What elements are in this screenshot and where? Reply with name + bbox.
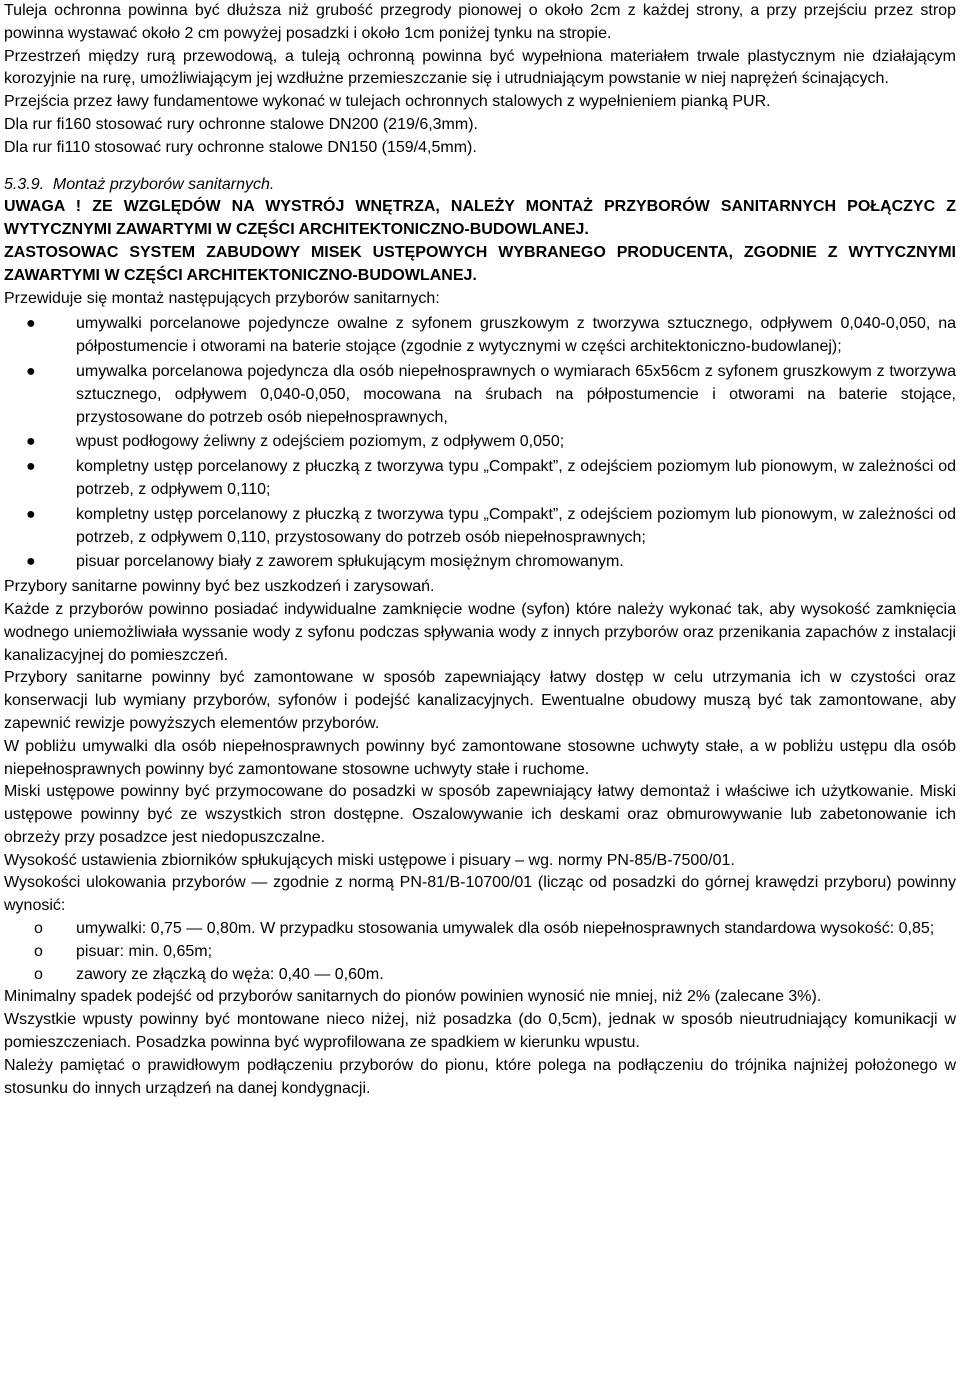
bullet-icon: ● [26,458,36,476]
list-item: ● umywalka porcelanowa pojedyncza dla osób niepełnosprawnych o wymiarach 65x56cm z syfonem gruszkowym z tworzywa sztucznego, odpływem 0,040-0,050, mocowana na śrubach na półpostumencie i otworami na baterie stojące, przystosowane do potrzeb osób niepełnosprawnych, [26,362,956,426]
paragraph-siphon: Każde z przyborów powinno posiadać indywidualne zamknięcie wodne (syfon) które należy wykonać tak, aby wysokość zamknięcia wodnego uniemożliwiała wyssanie wody z syfonu podczas spływania wody z innych przyborów oraz przenikania zapachów z instalacji kanalizacyjnej do pomieszczeń. [4,600,956,664]
circle-bullet-icon: o [34,942,43,960]
section-title: Montaż przyborów sanitarnych. [52,175,275,193]
list-item: ● kompletny ustęp porcelanowy z płuczką z tworzywa typu „Compakt”, z odejściem poziomym lub pionowym, w zależności od potrzeb, z odpływem 0,110; [26,458,956,498]
section-heading [4,174,956,197]
paragraph-no-damage: Przybory sanitarne powinny być bez uszkodzeń i zarysowań. [4,578,435,596]
list-item: ● pisuar porcelanowy biały z zaworem spłukującym mosiężnym chromowanym. [4,551,956,574]
paragraph-dn150: Dla rur fi110 stosować rury ochronne stalowe DN150 (159/4,5mm). [4,138,477,156]
circle-bullet-icon: o [34,920,43,938]
paragraph-sleeve-length: Tuleja ochronna powinna być dłuższa niż grubość przegrody pionowej o około 2cm z każdej strony, a przy przejściu przez strop powinna wystawać około 2 cm powyżej posadzki i około 1cm poniżej tynku na stropie. [4,2,956,42]
list-item: ● wpust podłogowy żeliwny z odejściem poziomym, z odpływem 0,050; [4,431,956,454]
paragraph-dn200: Dla rur fi160 stosować rury ochronne stalowe DN200 (219/6,3mm). [4,115,478,133]
warning-toilet-system: ZASTOSOWAC SYSTEM ZABUDOWY MISEK USTĘPOWYCH WYBRANEGO PRODUCENTA, ZGODNIE Z WYTYCZNYMI ZAWARTYMI W CZĘŚCI ARCHITEKTONICZNO-BUDOWLANEJ. [4,243,956,284]
paragraph-foundation-crossings: Przejścia przez ławy fundamentowe wykonać w tulejach ochronnych stalowych z wypełnieniem pianką PUR. [4,93,771,111]
paragraph-access: Przybory sanitarne powinny być zamontowane w sposób zapewniający łatwy dostęp w celu utrzymania ich w czystości oraz konserwacji lub wymiany przyborów, syfonów i podejść kanalizacyjnych. Ewentualne obudowy muszą być tak zamontowane, aby zapewnić rewizje powyższych elementów przyborów. [4,669,956,732]
warning-architecture: UWAGA ! ZE WZGLĘDÓW NA WYSTRÓJ WNĘTRZA, NALEŻY MONTAŻ PRZYBORÓW SANITARNYCH POŁĄCZYC Z WYTYCZNYMI ZAWARTYMI W CZĘŚCI ARCHITEKTONICZNO-BUDOWLANEJ. [4,198,956,239]
paragraph-riser-connection: Należy pamiętać o prawidłowym podłączeniu przyborów do pionu, które polega na podłączeniu do trójnika najniżej położonego w stosunku do innych urządzeń na danej kondygnacji. [4,1056,956,1097]
fixtures-intro: Przewiduje się montaż następujących przyborów sanitarnych: [4,289,440,307]
heights-list [4,918,956,986]
bullet-icon: ● [26,362,36,380]
paragraph-fixture-heights: Wysokości ulokowania przyborów — zgodnie z normą PN-81/B-10700/01 (licząc od posadzki do górnej krawędzi przyboru) powinny wynosić: [4,874,956,915]
paragraph-sleeve-filling: Przestrzeń między rurą przewodową, a tuleją ochronną powinna być wypełniona materiałem trwale plastycznym nie działającym korozyjnie na rurę, umożliwiającym jej wzdłużne przemieszczanie się i utrudniającym powstanie w niej naprężeń ścinających. [4,47,956,88]
list-item: ● kompletny ustęp porcelanowy z płuczką z tworzywa typu „Compakt”, z odejściem poziomym lub pionowym, w zależności od potrzeb, z odpływem 0,110, przystosowany do potrzeb osób niepełnosprawnych; [26,505,956,546]
paragraph-floor-drains: Wszystkie wpusty powinny być montowane nieco niżej, niż posadzka (do 0,5cm), jednak w sposób nieutrudniający komunikacji w pomieszczeniach. Posadzka powinna być wyprofilowana ze spadkiem w kierunku wpustu. [4,1011,956,1052]
list-item: o pisuar: min. 0,65m; [4,941,956,964]
bullet-icon: ● [26,553,36,571]
bullet-icon: ● [26,315,36,333]
list-item: ● umywalki porcelanowe pojedyncze owalne z syfonem gruszkowym z tworzywa sztucznego, odpływem 0,040-0,050, na półpostumencie i otworami na baterie stojące (zgodnie z wytycznymi w części architektoniczno-budowlanej); [26,315,956,356]
bullet-icon: ● [26,505,36,523]
list-item: o zawory ze złączką do węża: 0,40 — 0,60m. [4,964,956,987]
paragraph-slope: Minimalny spadek podejść od przyborów sanitarnych do pionów powinien wynosić nie mniej, niż 2% (zalecane 3%). [4,988,822,1006]
bullet-icon: ● [26,433,36,451]
paragraph-toilet-mounting: Miski ustępowe powinny być przymocowane do posadzki w sposób zapewniający łatwy demontaż i właściwe ich użytkowanie. Miski ustępowe powinny być ze wszystkich stron dostępne. Oszalowywanie ich deskami oraz obmurowywanie lub zabetonowanie ich obrzeży przy posadzce jest niedopuszczalne. [4,783,956,846]
fixtures-list [4,313,956,574]
list-item: o umywalki: 0,75 — 0,80m. W przypadku stosowania umywalek dla osób niepełnosprawnych standardowa wysokość: 0,85; [4,918,956,941]
section-number: 5.3.9. [4,175,45,193]
paragraph-grab-bars: W pobliżu umywalki dla osób niepełnosprawnych powinny być zamontowane stosowne uchwyty stałe, a w pobliżu ustępu dla osób niepełnosprawnych powinny być zamontowane stosowne uchwyty stałe i ruchome. [4,737,956,778]
paragraph-cistern-height: Wysokość ustawienia zbiorników spłukujących miski ustępowe i pisuary – wg. normy PN-85/B-7500/01. [4,851,735,869]
circle-bullet-icon: o [34,965,43,983]
